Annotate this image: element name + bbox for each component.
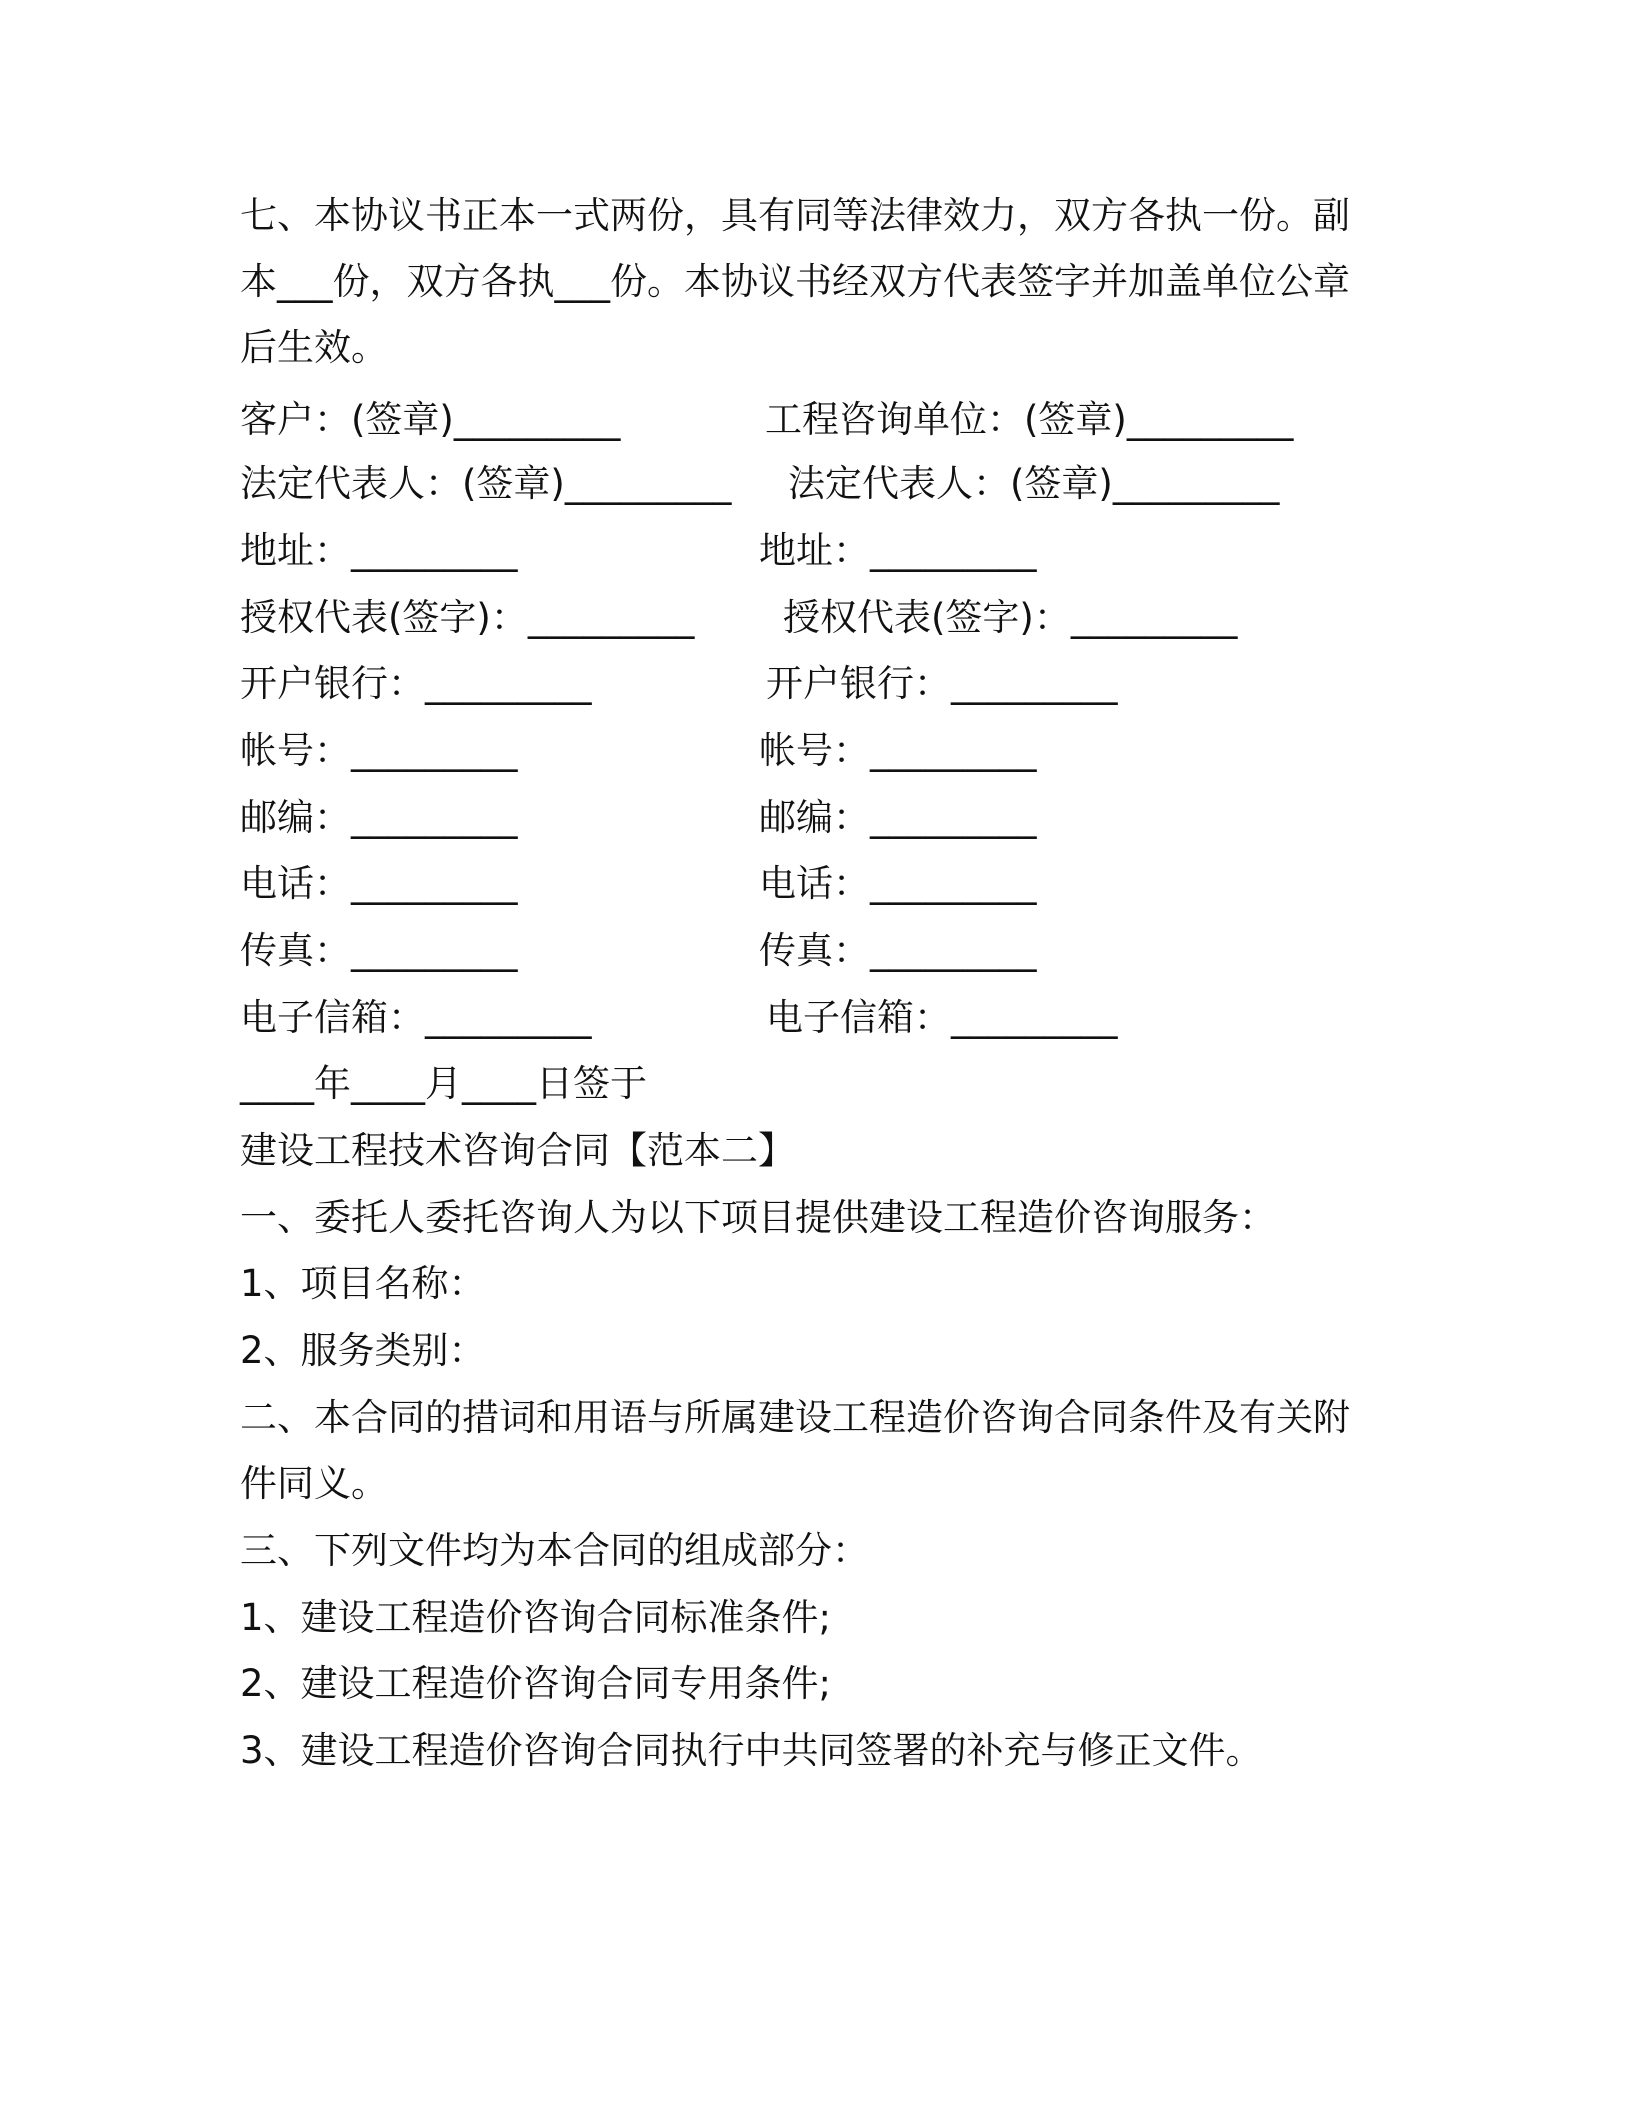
- signature-right-phone: 电话：_________: [759, 862, 1037, 905]
- signature-row-fax: [0, 927, 1632, 975]
- signature-left-email: 电子信箱：_________: [240, 996, 592, 1039]
- signature-row-address: [0, 527, 1632, 575]
- sample-two-item-1-project-name: 1、项目名称：: [240, 1262, 486, 1305]
- signature-left-legal-rep: 法定代表人：(签章)_________: [240, 462, 732, 505]
- signature-row-bank: [0, 660, 1632, 708]
- sample-two-item-2-line-1: 二、本合同的措词和用语与所属建设工程造价咨询合同条件及有关附: [240, 1396, 1350, 1439]
- signature-row-email: [0, 994, 1632, 1042]
- signature-row-phone: [0, 860, 1632, 908]
- sample-two-item-1-heading: 一、委托人委托咨询人为以下项目提供建设工程造价咨询服务：: [240, 1196, 1276, 1239]
- clause-seven-line-1: 七、本协议书正本一式两份，具有同等法律效力，双方各执一份。副: [240, 194, 1350, 237]
- signature-left-customer: 客户：(签章)_________: [240, 398, 621, 441]
- clause-seven-line-2: 本___份，双方各执___份。本协议书经双方代表签字并加盖单位公章: [240, 260, 1350, 303]
- signature-right-email: 电子信箱：_________: [766, 996, 1118, 1039]
- clause-seven-line-3: 后生效。: [240, 326, 388, 369]
- signature-row-customer: [0, 396, 1632, 444]
- signature-row-legal-rep: [0, 460, 1632, 508]
- signature-right-authorized-rep: 授权代表(签字)：_________: [783, 596, 1238, 639]
- signature-row-account: [0, 727, 1632, 775]
- signature-left-postcode: 邮编：_________: [240, 796, 518, 839]
- sign-date-line: ____年____月____日签于: [240, 1062, 647, 1105]
- signature-left-fax: 传真：_________: [240, 929, 518, 972]
- sample-two-item-3-special-conditions: 2、建设工程造价咨询合同专用条件;: [240, 1662, 832, 1705]
- sample-two-item-1-service-type: 2、服务类别：: [240, 1329, 486, 1372]
- signature-left-address: 地址：_________: [240, 529, 518, 572]
- signature-row-authorized-rep: [0, 594, 1632, 642]
- sample-two-item-3-supplements: 3、建设工程造价咨询合同执行中共同签署的补充与修正文件。: [240, 1729, 1263, 1772]
- signature-right-bank: 开户银行：_________: [766, 662, 1118, 705]
- signature-right-account: 帐号：_________: [759, 729, 1037, 772]
- signature-left-account: 帐号：_________: [240, 729, 518, 772]
- sample-two-item-3-heading: 三、下列文件均为本合同的组成部分：: [240, 1529, 869, 1572]
- signature-right-legal-rep: 法定代表人：(签章)_________: [788, 462, 1280, 505]
- sample-two-item-3-standard-conditions: 1、建设工程造价咨询合同标准条件;: [240, 1596, 832, 1639]
- signature-right-address: 地址：_________: [759, 529, 1037, 572]
- signature-left-phone: 电话：_________: [240, 862, 518, 905]
- sample-two-title: 建设工程技术咨询合同【范本二】: [240, 1129, 795, 1172]
- signature-row-postcode: [0, 794, 1632, 842]
- signature-right-consultant: 工程咨询单位：(签章)_________: [765, 398, 1294, 441]
- sample-two-item-2-line-2: 件同义。: [240, 1462, 388, 1505]
- signature-right-fax: 传真：_________: [759, 929, 1037, 972]
- signature-left-bank: 开户银行：_________: [240, 662, 592, 705]
- signature-right-postcode: 邮编：_________: [759, 796, 1037, 839]
- signature-left-authorized-rep: 授权代表(签字)：_________: [240, 596, 695, 639]
